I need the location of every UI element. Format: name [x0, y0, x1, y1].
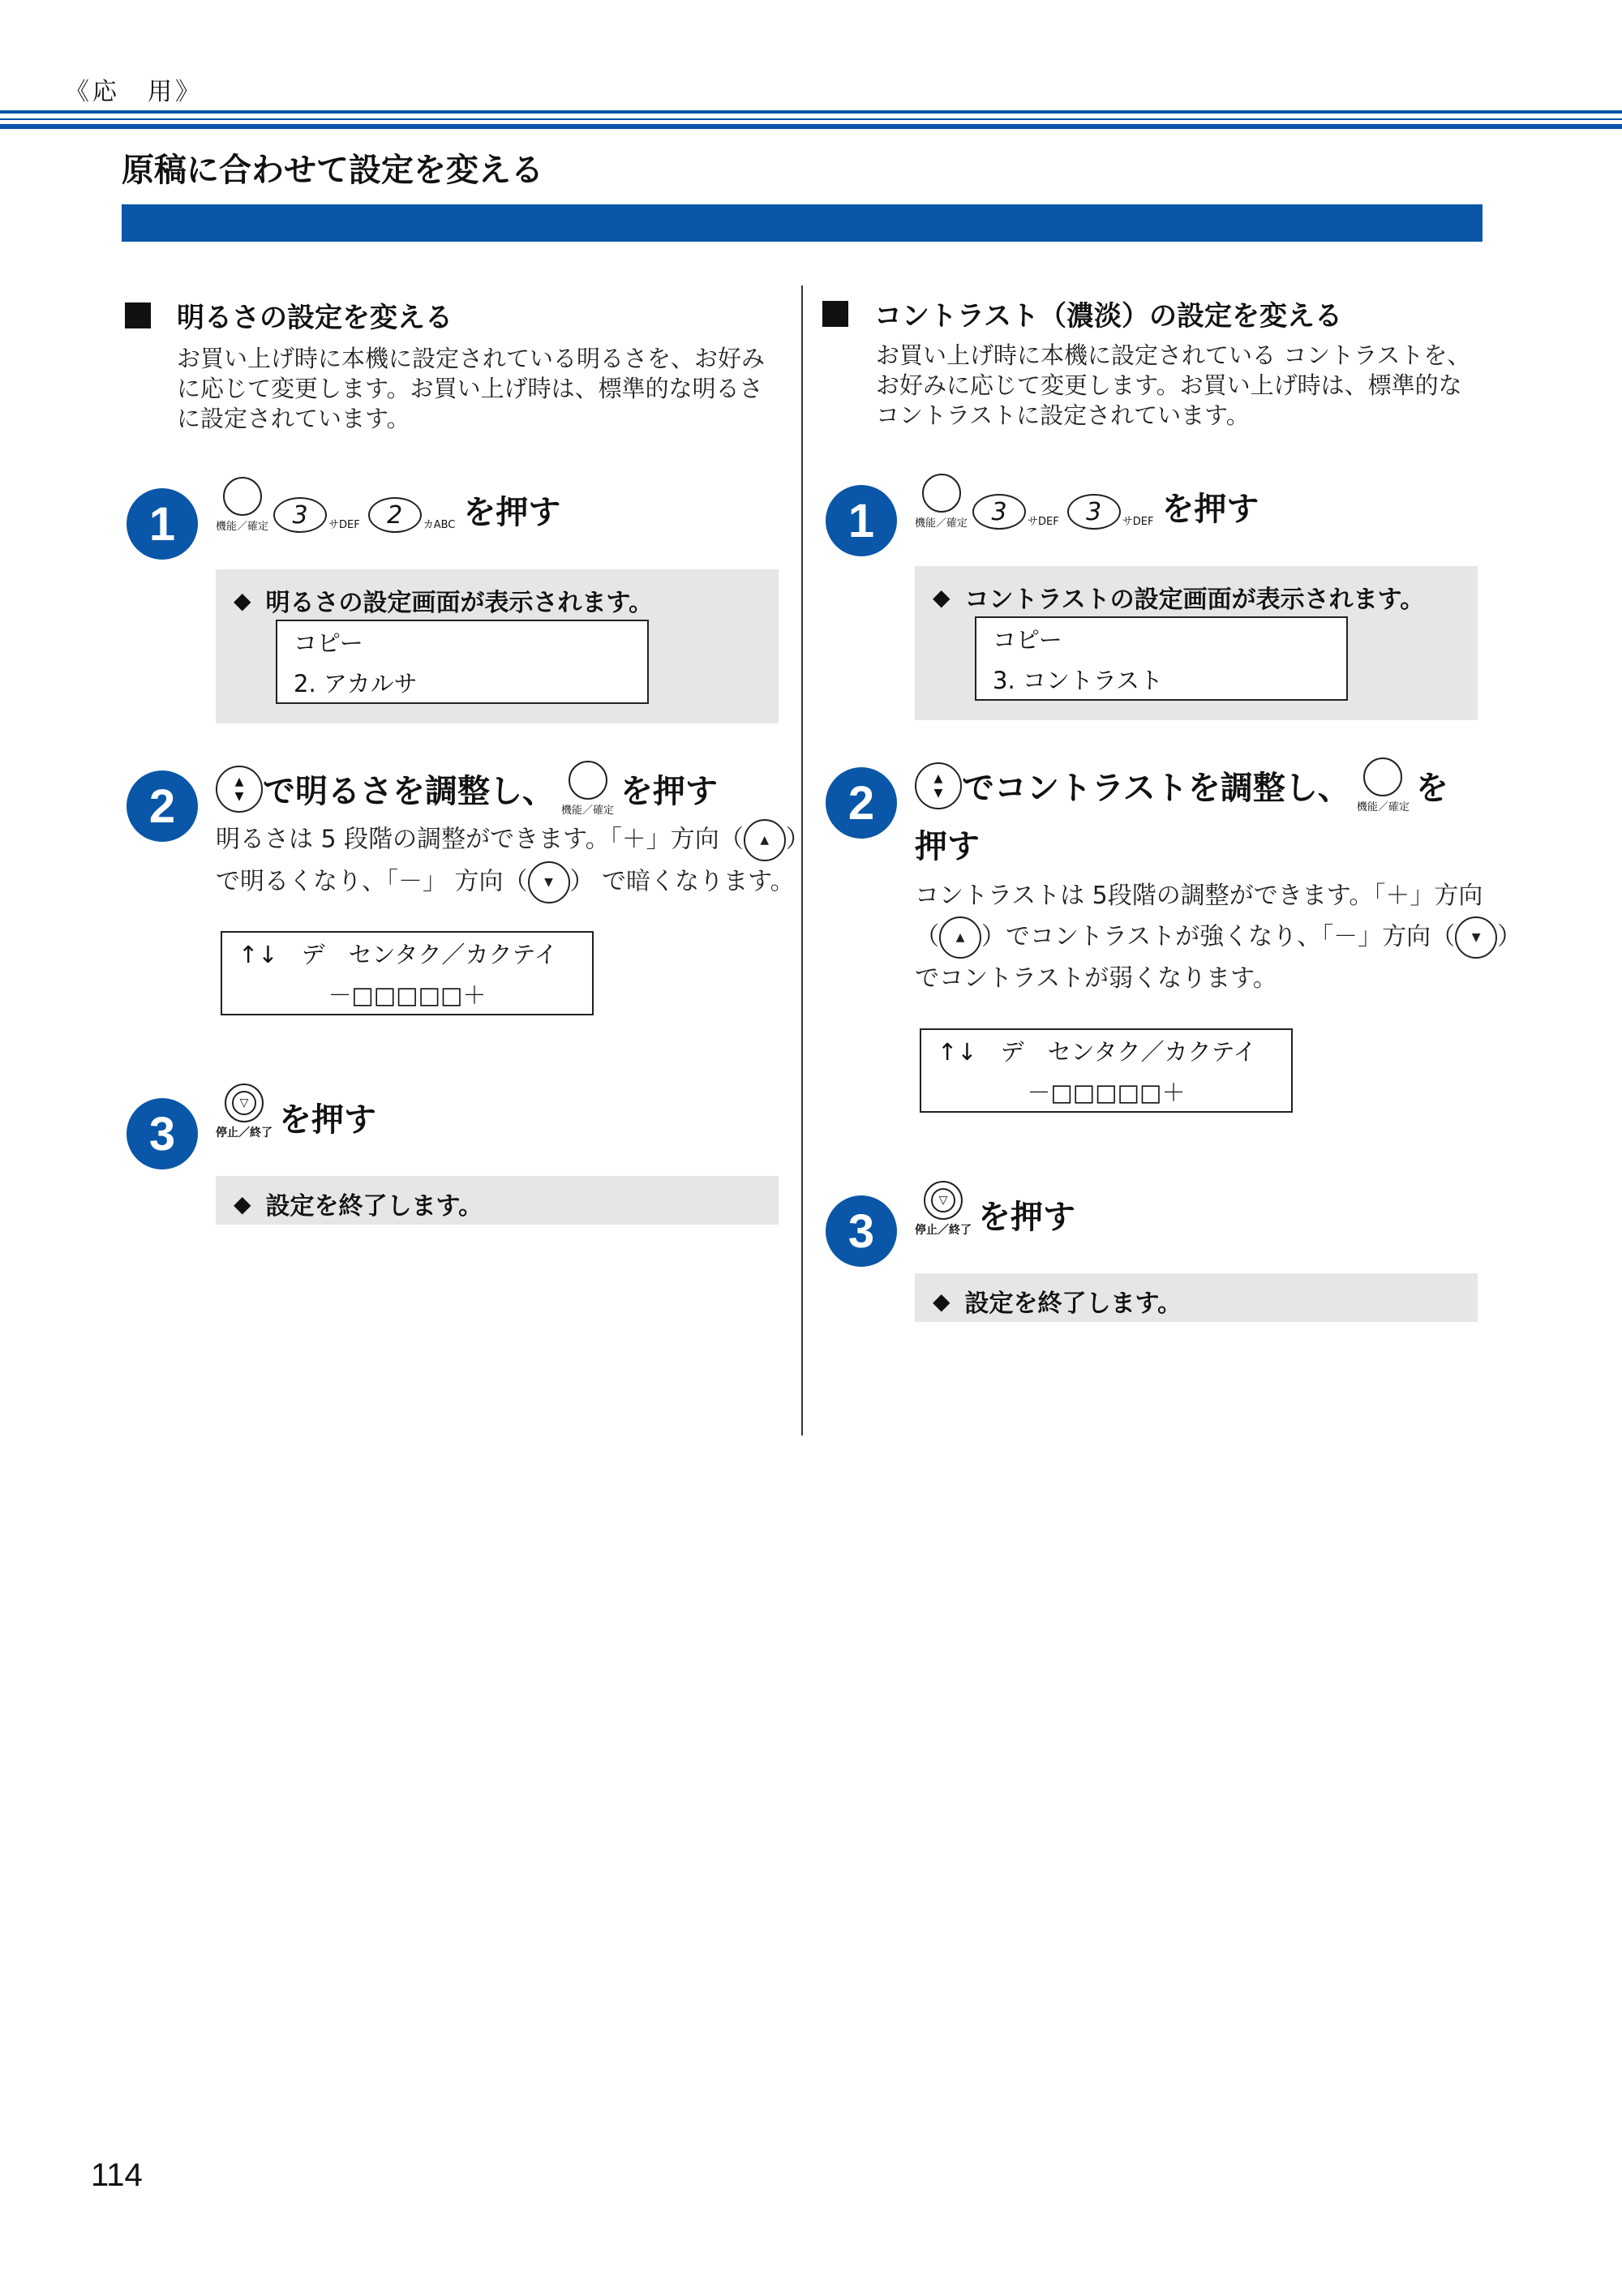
- right-step2-text-c: 押す: [915, 828, 980, 865]
- right-step2-desc2-a: （: [915, 922, 939, 951]
- function-ok-key[interactable]: [561, 761, 614, 817]
- right-step2-lcd: [920, 1028, 1293, 1113]
- lcd-line-1: コピー: [294, 629, 363, 657]
- lcd-line-2: －□□□□□＋: [328, 981, 487, 1009]
- lcd-line-2: －□□□□□＋: [1027, 1078, 1186, 1106]
- left-step3-note: [234, 1186, 483, 1221]
- right-step2-line: [915, 757, 1448, 813]
- lcd-display: [975, 616, 1348, 701]
- step-number-3: 3: [127, 1098, 198, 1169]
- right-step3-line: [915, 1181, 1075, 1238]
- left-step2-desc1-a: 明るさは 5 段階の調整ができます。「＋」方向（: [216, 825, 744, 854]
- square-bullet-icon: [125, 303, 151, 328]
- key-3-sub: サDEF: [328, 519, 360, 531]
- function-ok-key[interactable]: [915, 474, 968, 530]
- right-step1-result-box: [915, 566, 1478, 720]
- left-step2-desc2-a: で明るくなり、「－」 方向（: [216, 867, 528, 896]
- number-key-2[interactable]: [368, 497, 456, 533]
- right-step2-desc2-b: ）でコントラストが強くなり、「－」方向（: [981, 922, 1456, 951]
- function-ok-key[interactable]: [216, 477, 268, 533]
- key-3-sub: サDEF: [1028, 516, 1059, 528]
- stop-key-label: 停止／終了: [216, 1127, 272, 1139]
- right-step2-desc3: でコントラストが弱くなります。: [915, 964, 1277, 993]
- number-key-3[interactable]: [273, 497, 360, 533]
- left-step1-note-text: 明るさの設定画面が表示されます。: [265, 589, 654, 617]
- step-number-3: 3: [826, 1195, 897, 1267]
- header-rule-bottom: [0, 124, 1622, 129]
- square-bullet-icon: [822, 301, 848, 327]
- left-step2-text-b: を押す: [620, 773, 719, 810]
- key-3-glyph: 3: [972, 494, 1026, 530]
- stop-key-icon: ▽: [225, 1084, 264, 1122]
- right-step2-desc1: コントラストは 5段階の調整ができます。「＋」方向: [915, 882, 1483, 910]
- key-3-sub: サDEF: [1122, 516, 1154, 528]
- function-key-icon: [223, 477, 262, 516]
- down-arrow-icon: ▼: [933, 786, 943, 800]
- lcd-line-1: コピー: [993, 625, 1062, 654]
- step1-action-text: を押す: [463, 494, 561, 531]
- left-step3-note-text: 設定を終了します。: [265, 1192, 483, 1221]
- right-step3-action: を押す: [978, 1199, 1075, 1236]
- right-step1-line: [915, 474, 1259, 530]
- left-step2-desc1-b: ）: [785, 825, 810, 854]
- right-step3-note-text: 設定を終了します。: [964, 1290, 1182, 1318]
- diamond-bullet-icon: ◆: [933, 1287, 950, 1315]
- up-arrow-icon: ▲: [234, 775, 244, 788]
- down-arrow-icon: ▼: [234, 789, 244, 803]
- right-intro: お買い上げ時に本機に設定されている コントラストを、 お好みに応じて変更します。お買い上げ時は、標準的な コントラストに設定されています。: [876, 341, 1471, 429]
- stop-key-label: 停止／終了: [915, 1224, 972, 1237]
- step-number-2: 2: [127, 770, 198, 842]
- up-down-key[interactable]: [915, 762, 962, 809]
- left-step2-desc2-b: ） で暗くなります。: [569, 867, 795, 896]
- lcd-line-2: 3. コントラスト: [993, 666, 1164, 694]
- step-number-1: 1: [826, 485, 897, 556]
- diamond-bullet-icon: ◆: [234, 586, 251, 614]
- function-key-label: 機能／確定: [915, 517, 968, 530]
- lcd-line-1: ↑↓ デ センタク／カクテイ: [938, 1037, 1257, 1066]
- up-arrow-icon: ▲: [933, 771, 943, 785]
- stop-exit-key[interactable]: [216, 1084, 272, 1140]
- left-step1-result-box: [216, 569, 779, 723]
- page-number: 114: [91, 2157, 143, 2193]
- header-rule-middle: [0, 118, 1622, 120]
- left-step2-lcd: [221, 931, 594, 1015]
- right-step1-note: [933, 579, 1424, 615]
- function-key-label: 機能／確定: [561, 805, 615, 817]
- step1-action-text: を押す: [1161, 491, 1259, 528]
- function-ok-key[interactable]: [1357, 757, 1410, 813]
- key-3-glyph: 3: [273, 497, 327, 533]
- section-label: 《応 用》: [65, 78, 203, 106]
- stop-exit-key[interactable]: [915, 1181, 972, 1238]
- down-key-icon: ▼: [528, 861, 570, 903]
- up-down-key[interactable]: [216, 766, 263, 813]
- left-heading-text: 明るさの設定を変える: [177, 302, 453, 334]
- function-key-icon: [1363, 757, 1402, 796]
- key-2-glyph: 2: [368, 497, 422, 533]
- left-step2-text-a: で明るさを調整し、: [263, 773, 555, 810]
- lcd-line-1: ↑↓ デ センタク／カクテイ: [238, 940, 558, 968]
- left-step1-note: [234, 582, 653, 618]
- right-step1-note-text: コントラストの設定画面が表示されます。: [964, 586, 1425, 614]
- right-step2-description: [915, 876, 1522, 999]
- lcd-line-2: 2. アカルサ: [294, 669, 418, 697]
- step-number-2: 2: [826, 767, 897, 839]
- step-number-1: 1: [127, 488, 198, 560]
- diamond-bullet-icon: ◆: [933, 583, 950, 611]
- left-step3-result-box: [216, 1176, 779, 1225]
- left-step3-action: を押す: [279, 1101, 376, 1139]
- number-key-3[interactable]: [1067, 494, 1154, 530]
- right-heading-text: コントラスト（濃淡）の設定を変える: [874, 300, 1342, 333]
- up-key-icon: ▲: [939, 916, 981, 959]
- key-3-glyph: 3: [1067, 494, 1121, 530]
- function-key-label: 機能／確定: [216, 521, 269, 533]
- left-section-heading: [125, 295, 453, 335]
- left-intro: お買い上げ時に本機に設定されている明るさを、お好み に応じて変更します。お買い上げ時は、標準的な明るさ に設定されています。: [177, 345, 766, 432]
- number-key-3[interactable]: [972, 494, 1059, 530]
- down-key-icon: ▼: [1455, 916, 1497, 959]
- right-step2-text-b: を: [1415, 770, 1448, 807]
- function-key-label: 機能／確定: [1356, 801, 1410, 813]
- left-step1-line: [216, 477, 560, 533]
- right-step2-text-a: でコントラストを調整し、: [962, 770, 1350, 807]
- key-2-sub: カABC: [423, 519, 456, 531]
- column-divider: [801, 285, 803, 1436]
- title-bar: [122, 204, 1483, 242]
- right-step3-result-box: [915, 1273, 1478, 1322]
- header-rule-top: [0, 110, 1622, 114]
- right-step2-desc2-c: ）: [1497, 922, 1522, 951]
- up-key-icon: ▲: [744, 819, 786, 861]
- stop-key-icon: ▽: [924, 1181, 963, 1220]
- left-step3-line: [216, 1084, 376, 1140]
- function-key-icon: [922, 474, 961, 513]
- function-key-icon: [569, 761, 607, 800]
- left-step2-line: [216, 761, 718, 817]
- right-step3-note: [933, 1283, 1182, 1319]
- right-section-heading: [822, 294, 1342, 333]
- left-step2-description: [216, 819, 810, 903]
- page-title: 原稿に合わせて設定を変える: [122, 152, 543, 189]
- diamond-bullet-icon: ◆: [234, 1190, 251, 1217]
- lcd-display: [276, 620, 649, 704]
